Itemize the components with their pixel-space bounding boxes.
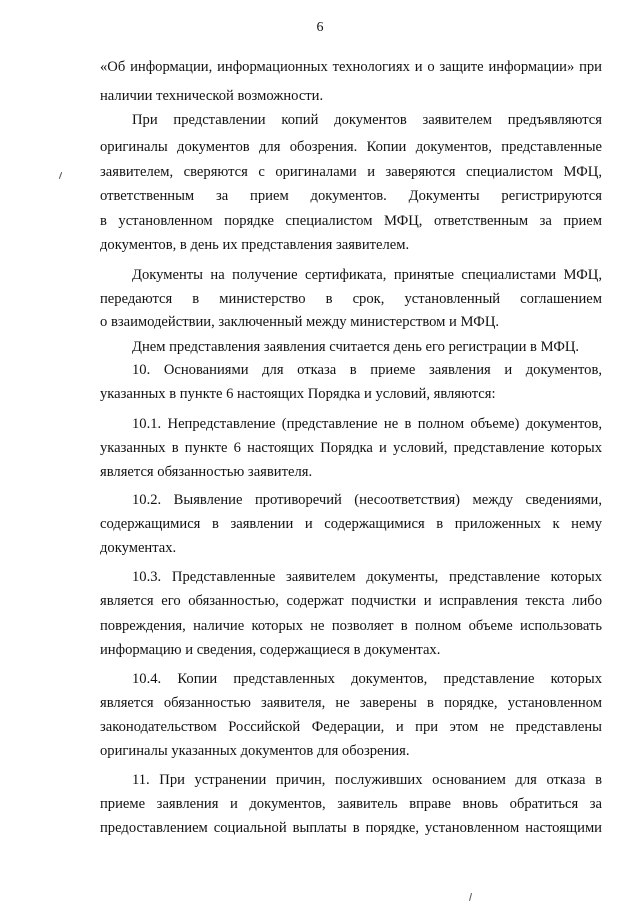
- text-line: Документы на получение сертификата, принятые специалистами МФЦ,: [132, 267, 602, 283]
- text-line: предоставлением социальной выплаты в порядке, установленном настоящими: [100, 820, 602, 836]
- text-line: ответственным за прием документов. Документы регистрируются: [100, 188, 602, 204]
- text-line: информацию и сведения, содержащиеся в документах.: [100, 642, 441, 658]
- text-line: «Об информации, информационных технологиях и о защите информации» при: [100, 59, 602, 75]
- text-line: документов, в день их представления заявителем.: [100, 237, 410, 253]
- text-line: законодательством Российской Федерации, и при этом не представлены: [100, 719, 602, 735]
- text-line: оригиналы указанных документов для обозрения.: [100, 743, 410, 759]
- text-line: повреждения, наличие которых не позволяет в полном объеме использовать: [100, 618, 602, 634]
- text-line: о взаимодействии, заключенный между министерством и МФЦ.: [100, 314, 500, 330]
- text-line: является обязанностью заявителя, не заверены в порядке, установленном: [100, 695, 602, 711]
- margin-mark: [59, 172, 62, 179]
- text-line: приеме заявления и документов, заявитель вправе вновь обратиться за: [100, 796, 602, 812]
- text-line: 10. Основаниями для отказа в приеме заявления и документов,: [132, 362, 602, 378]
- text-line: является его обязанностью, содержат подчистки и исправления текста либо: [100, 593, 602, 609]
- text-line: указанных в пункте 6 настоящих Порядка и условий, представление которых: [100, 440, 602, 456]
- text-line: Днем представления заявления считается день его регистрации в МФЦ.: [132, 339, 580, 355]
- text-line: документах.: [100, 540, 177, 556]
- text-line: в установленном порядке специалистом МФЦ, ответственным за прием: [100, 213, 602, 229]
- text-line: 10.4. Копии представленных документов, представление которых: [132, 671, 602, 687]
- text-line: содержащимися в заявлении и содержащимися в приложенных к нему: [100, 516, 602, 532]
- text-line: указанных в пункте 6 настоящих Порядка и условий, являются:: [100, 386, 496, 402]
- text-line: 10.3. Представленные заявителем документы, представление которых: [132, 569, 602, 585]
- text-line: оригиналы документов для обозрения. Копии документов, представленные: [100, 139, 602, 155]
- text-line: 10.2. Выявление противоречий (несоответствия) между сведениями,: [132, 492, 602, 508]
- text-line: 11. При устранении причин, послуживших основанием для отказа в: [132, 772, 602, 788]
- text-line: передаются в министерство в срок, установленный соглашением: [100, 291, 602, 307]
- text-line: 10.1. Непредставление (представление не в полном объеме) документов,: [132, 416, 602, 432]
- margin-mark: [469, 893, 472, 901]
- text-line: является обязанностью заявителя.: [100, 464, 313, 480]
- page-number: 6: [316, 20, 324, 35]
- text-line: наличии технической возможности.: [100, 88, 324, 104]
- text-line: При представлении копий документов заявителем предъявляются: [132, 112, 602, 128]
- text-line: заявителем, сверяются с оригиналами и заверяются специалистом МФЦ,: [100, 164, 602, 180]
